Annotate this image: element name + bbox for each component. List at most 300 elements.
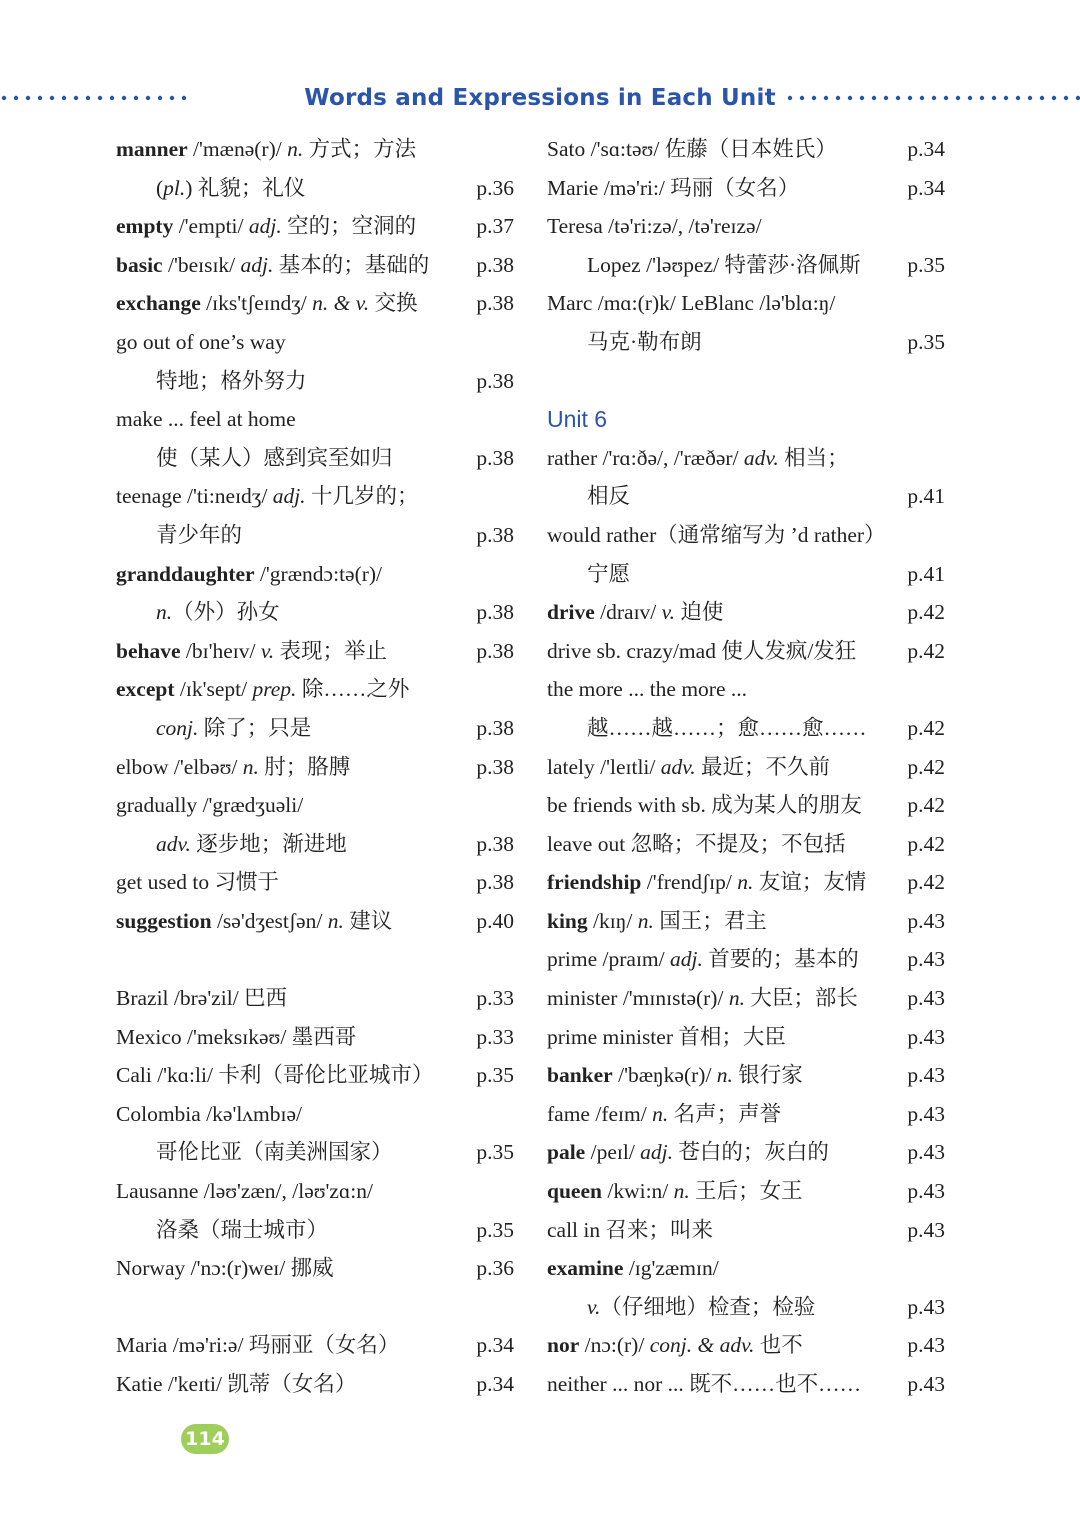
entry-text — [547, 748, 830, 787]
page-ref: p.42 — [907, 870, 945, 895]
vocab-line — [116, 632, 516, 671]
entry-text — [547, 1211, 713, 1250]
page-ref: p.38 — [476, 831, 514, 856]
part-of-speech: adv. — [156, 831, 191, 856]
page-ref: p.38 — [476, 252, 514, 277]
text-segment: Katie /'keɪti/ 凯蒂（女名） — [116, 1372, 357, 1396]
entry-text — [547, 169, 799, 208]
headword: granddaughter — [116, 561, 255, 586]
blank-line — [547, 362, 947, 401]
entry-text — [116, 207, 416, 246]
text-segment: /'mænə(r)/ — [187, 137, 288, 161]
entry-text — [547, 1288, 815, 1327]
part-of-speech: adj. — [670, 947, 703, 972]
page-ref: p.38 — [476, 638, 514, 663]
page-ref: p.43 — [907, 908, 945, 933]
entry-text — [547, 1018, 786, 1057]
entry-text — [116, 786, 303, 825]
text-segment: get used to 习惯于 — [116, 870, 280, 895]
vocab-line — [116, 1326, 516, 1365]
entry-text — [547, 1095, 781, 1134]
text-segment: lately /'leɪtli/ — [547, 754, 661, 779]
right-column — [547, 130, 947, 1404]
text-segment: （仔细地）检查；检验 — [600, 1294, 816, 1319]
vocab-line — [116, 400, 516, 439]
text-segment: 方式；方法 — [303, 137, 417, 161]
vocab-line — [547, 786, 947, 825]
vocab-line — [116, 1172, 516, 1211]
vocab-line — [116, 362, 516, 401]
vocab-line — [547, 979, 947, 1018]
page-ref: p.43 — [907, 1294, 945, 1319]
headword: suggestion — [116, 908, 212, 933]
part-of-speech: n. — [287, 137, 304, 161]
vocab-line — [116, 1133, 516, 1172]
page-ref: p.43 — [907, 1024, 945, 1049]
vocab-line — [116, 709, 516, 748]
text-segment: prime /praɪm/ — [547, 947, 670, 972]
text-segment: 友谊；友情 — [753, 870, 867, 895]
text-segment: fame /feɪm/ — [547, 1101, 653, 1126]
entry-text — [547, 400, 607, 439]
page-ref: p.36 — [476, 175, 514, 200]
entry-text — [116, 1326, 399, 1365]
entry-text — [116, 555, 382, 594]
vocab-line — [547, 709, 947, 748]
text-segment: Lausanne /ləʊ'zæn/, /ləʊ'zɑ:n/ — [116, 1179, 373, 1204]
text-segment: 越……越……；愈……愈…… — [587, 715, 867, 740]
text-segment: Maria /mə'ri:ə/ 玛丽亚（女名） — [116, 1333, 400, 1358]
page-ref: p.38 — [476, 600, 514, 625]
vocab-line — [547, 863, 947, 902]
entry-text — [547, 709, 867, 748]
text-segment: 除了；只是 — [198, 715, 312, 740]
entry-text — [547, 825, 846, 864]
entry-text — [547, 246, 861, 285]
text-segment: Brazil /brə'zil/ 巴西 — [116, 986, 288, 1011]
text-segment: Mexico /'meksɪkəʊ/ 墨西哥 — [116, 1024, 357, 1049]
headword: friendship — [547, 870, 642, 895]
vocab-line — [116, 863, 516, 902]
part-of-speech: adj. — [240, 252, 274, 277]
vocab-line — [547, 246, 947, 285]
text-segment: /kɪŋ/ — [587, 908, 638, 933]
entry-text — [116, 1056, 433, 1095]
text-segment: 建议 — [343, 908, 393, 933]
entry-text — [116, 284, 417, 323]
vocab-line — [547, 207, 947, 246]
page-ref: p.34 — [476, 1372, 514, 1396]
header-dots-left — [0, 95, 294, 101]
text-segment: 十几岁的； — [305, 484, 419, 509]
entry-text — [116, 709, 311, 748]
text-segment: minister /'mɪnɪstə(r)/ — [547, 986, 729, 1011]
entry-text — [547, 632, 856, 671]
text-segment: Teresa /tə'ri:zə/, /tə'reɪzə/ — [547, 214, 762, 239]
part-of-speech: n. — [652, 1101, 669, 1126]
page-ref: p.38 — [476, 870, 514, 895]
vocab-line — [116, 439, 516, 478]
text-segment: 相当； — [778, 445, 849, 470]
entry-text — [116, 516, 242, 555]
part-of-speech: n. — [327, 908, 344, 933]
text-segment: 哥伦比亚（南美洲国家） — [156, 1140, 393, 1165]
text-segment: go out of one’s way — [116, 329, 286, 354]
page-ref: p.43 — [907, 1333, 945, 1358]
page-ref: p.43 — [907, 1140, 945, 1165]
entry-text — [116, 748, 350, 787]
headword: examine — [547, 1256, 624, 1281]
text-segment: drive sb. crazy/mad 使人发疯/发狂 — [547, 638, 857, 663]
part-of-speech: adj. — [248, 214, 282, 239]
vocab-line — [116, 1211, 516, 1250]
page-ref: p.43 — [907, 1179, 945, 1204]
page-ref: p.38 — [476, 522, 514, 547]
vocab-line — [547, 632, 947, 671]
text-segment: Unit 6 — [547, 406, 608, 433]
vocab-line — [547, 169, 947, 208]
entry-text — [547, 1133, 829, 1172]
headword: manner — [116, 137, 188, 161]
text-segment: 也不 — [754, 1333, 803, 1358]
text-segment: 交换 — [369, 291, 418, 316]
page-ref: p.37 — [476, 214, 514, 239]
vocab-line — [116, 323, 516, 362]
entry-text — [547, 516, 886, 555]
vocab-line — [547, 130, 947, 169]
entry-text — [116, 130, 416, 169]
entry-text — [116, 902, 392, 941]
vocab-line — [547, 1018, 947, 1057]
entry-text — [547, 940, 859, 979]
entry-text — [116, 1095, 302, 1134]
text-segment: gradually /'grædʒuəli/ — [116, 793, 304, 818]
part-of-speech: prep. — [252, 677, 297, 702]
entry-text — [116, 323, 286, 362]
vocab-line — [116, 593, 516, 632]
text-segment: the more ... the more ... — [547, 677, 748, 702]
page-ref: p.35 — [907, 329, 945, 354]
entry-text — [547, 1365, 861, 1404]
page-ref: p.38 — [476, 368, 514, 393]
text-segment: prime minister 首相；大臣 — [547, 1024, 786, 1049]
part-of-speech: n. — [673, 1179, 690, 1204]
headword: nor — [547, 1333, 580, 1358]
entry-text — [547, 439, 849, 478]
text-segment: call in 召来；叫来 — [547, 1217, 714, 1242]
vocab-line — [547, 323, 947, 362]
vocab-line — [116, 1249, 516, 1288]
text-segment: 苍白的；灰白的 — [673, 1140, 829, 1165]
page-ref: p.33 — [476, 1024, 514, 1049]
text-segment: /'bæŋkə(r)/ — [612, 1063, 717, 1088]
text-segment: /'frendʃɪp/ — [641, 870, 738, 895]
vocab-line — [547, 1365, 947, 1404]
part-of-speech: n. — [156, 600, 173, 625]
headword: behave — [116, 638, 181, 663]
text-segment: /bɪ'heɪv/ — [180, 638, 261, 663]
entry-text — [116, 863, 279, 902]
vocab-line — [547, 1172, 947, 1211]
text-segment: （外）孙女 — [172, 600, 280, 625]
part-of-speech: n. & v. — [312, 291, 370, 316]
text-segment: /ɪks'tʃeɪndʒ/ — [200, 291, 313, 316]
entry-text — [116, 979, 287, 1018]
vocab-line — [116, 555, 516, 594]
entry-text — [547, 979, 858, 1018]
page-ref: p.42 — [907, 831, 945, 856]
text-segment: Norway /'nɔ:(r)weɪ/ 挪威 — [116, 1256, 334, 1281]
part-of-speech: conj. & adv. — [649, 1333, 755, 1358]
unit-heading — [547, 400, 947, 439]
text-segment: leave out 忽略；不提及；不包括 — [547, 831, 846, 856]
entry-text — [116, 362, 307, 401]
text-segment: would rather（通常缩写为 ’d rather） — [547, 522, 886, 547]
page-ref: p.43 — [907, 1217, 945, 1242]
text-segment: /'empti/ — [173, 214, 249, 239]
entry-text — [547, 786, 862, 825]
text-segment: /'grændɔ:tə(r)/ — [254, 561, 383, 586]
text-segment: be friends with sb. 成为某人的朋友 — [547, 793, 862, 818]
part-of-speech: n. — [637, 908, 654, 933]
page-ref: p.43 — [907, 1101, 945, 1126]
part-of-speech: adj. — [640, 1140, 674, 1165]
vocab-line — [547, 670, 947, 709]
vocab-line — [547, 940, 947, 979]
vocab-line — [116, 1365, 516, 1404]
page-ref: p.35 — [907, 252, 945, 277]
page-ref: p.35 — [476, 1063, 514, 1088]
blank-line — [116, 1288, 516, 1327]
text-segment: /draɪv/ — [594, 600, 662, 625]
headword: king — [547, 908, 588, 933]
page-ref: p.34 — [476, 1333, 514, 1358]
vocab-line — [547, 439, 947, 478]
entry-text — [547, 902, 767, 941]
text-segment: ( — [156, 175, 164, 200]
text-segment: 名声；声誉 — [668, 1101, 782, 1126]
page-ref: p.41 — [907, 561, 945, 586]
text-segment: 迫使 — [674, 600, 724, 625]
page-ref: p.35 — [476, 1217, 514, 1242]
text-segment: 首要的；基本的 — [702, 947, 859, 972]
entry-text — [116, 1249, 334, 1288]
text-segment: 肘；胳膊 — [258, 754, 351, 779]
page-ref: p.43 — [907, 947, 945, 972]
page-ref: p.41 — [907, 484, 945, 509]
text-segment: /kwi:n/ — [601, 1179, 674, 1204]
entry-text — [116, 593, 280, 632]
entry-text — [547, 555, 630, 594]
left-column — [116, 130, 516, 1404]
text-segment: Sato /'sɑ:təʊ/ 佐藤（日本姓氏） — [547, 137, 837, 161]
entry-text — [116, 825, 347, 864]
vocab-line — [116, 902, 516, 941]
text-segment: 王后；女王 — [689, 1179, 803, 1204]
page-ref: p.35 — [476, 1140, 514, 1165]
text-segment: /nɔ:(r)/ — [579, 1333, 650, 1358]
entry-text — [116, 1018, 356, 1057]
vocab-line — [547, 1133, 947, 1172]
vocab-line — [116, 1095, 516, 1134]
text-segment: 空的；空洞的 — [281, 214, 417, 239]
vocab-line — [116, 979, 516, 1018]
vocab-line — [116, 207, 516, 246]
entry-text — [547, 1056, 803, 1095]
page-ref: p.34 — [907, 175, 945, 200]
entry-text — [547, 477, 630, 516]
entry-text — [547, 1326, 803, 1365]
page-ref: p.38 — [476, 291, 514, 316]
headword: basic — [116, 252, 163, 277]
page-ref: p.33 — [476, 986, 514, 1011]
text-segment: 基本的；基础的 — [273, 252, 430, 277]
text-segment: 大臣；部长 — [744, 986, 858, 1011]
vocab-line — [547, 477, 947, 516]
entry-text — [547, 130, 837, 169]
vocab-line — [116, 825, 516, 864]
headword: except — [116, 677, 175, 702]
section-header — [0, 80, 1080, 116]
vocab-line — [547, 1249, 947, 1288]
text-segment: /sə'dʒestʃən/ — [211, 908, 328, 933]
entry-text — [116, 169, 305, 208]
text-segment: teenage /'ti:neɪdʒ/ — [116, 484, 273, 509]
entry-text — [116, 477, 418, 516]
vocab-line — [547, 1326, 947, 1365]
page-ref: p.38 — [476, 715, 514, 740]
entry-text — [116, 632, 387, 671]
text-segment: Colombia /kə'lʌmbɪə/ — [116, 1101, 303, 1126]
page-ref: p.42 — [907, 754, 945, 779]
headword: empty — [116, 214, 174, 239]
page-ref: p.42 — [907, 600, 945, 625]
vocab-line — [116, 786, 516, 825]
text-segment: 马克·勒布朗 — [587, 329, 702, 354]
entry-text — [547, 670, 747, 709]
headword: pale — [547, 1140, 586, 1165]
entry-text — [547, 1172, 803, 1211]
vocab-line — [116, 130, 516, 169]
text-segment: 青少年的 — [156, 522, 243, 547]
entry-text — [116, 1365, 356, 1404]
page-ref: p.43 — [907, 1063, 945, 1088]
part-of-speech: adv. — [660, 754, 696, 779]
text-segment: /peɪl/ — [585, 1140, 641, 1165]
vocab-line — [547, 902, 947, 941]
vocab-line — [547, 1211, 947, 1250]
headword: exchange — [116, 291, 201, 316]
text-segment: 表现；举止 — [274, 638, 388, 663]
text-segment: neither ... nor ... 既不……也不…… — [547, 1372, 862, 1396]
text-segment: 国王；君主 — [653, 908, 767, 933]
part-of-speech: adj. — [272, 484, 306, 509]
part-of-speech: v. — [587, 1294, 601, 1319]
text-segment: rather /'rɑ:ðə/, /'ræðər/ — [547, 445, 744, 470]
part-of-speech: n. — [716, 1063, 733, 1088]
vocab-line — [116, 748, 516, 787]
page-ref: p.34 — [907, 137, 945, 161]
entry-text — [116, 439, 393, 478]
entry-text — [547, 207, 762, 246]
text-segment: ) 礼貌；礼仪 — [185, 175, 306, 200]
part-of-speech: n. — [728, 986, 745, 1011]
text-segment: /ɪg'zæmɪn/ — [623, 1256, 719, 1281]
vocab-line — [116, 246, 516, 285]
part-of-speech: pl. — [163, 175, 186, 200]
page-ref: p.38 — [476, 754, 514, 779]
page-ref: p.42 — [907, 715, 945, 740]
page-ref: p.43 — [907, 986, 945, 1011]
part-of-speech: adv. — [743, 445, 779, 470]
vocab-line — [547, 1056, 947, 1095]
page-ref: p.40 — [476, 908, 514, 933]
vocab-line — [547, 555, 947, 594]
text-segment: 除……之外 — [296, 677, 410, 702]
vocab-line — [547, 516, 947, 555]
text-segment: Marie /mə'ri:/ 玛丽（女名） — [547, 175, 800, 200]
vocab-line — [116, 1056, 516, 1095]
part-of-speech: v. — [260, 638, 275, 663]
header-dots-right — [786, 95, 1080, 101]
text-segment: 使（某人）感到宾至如归 — [156, 445, 393, 470]
text-segment: 相反 — [587, 484, 631, 509]
text-segment: elbow /'elbəʊ/ — [116, 754, 243, 779]
entry-text — [116, 246, 429, 285]
entry-text — [116, 1172, 373, 1211]
text-segment: 最近；不久前 — [695, 754, 830, 779]
text-segment: Marc /mɑ:(r)k/ LeBlanc /lə'blɑ:ŋ/ — [547, 291, 836, 316]
vocab-line — [547, 1288, 947, 1327]
text-segment: 洛桑（瑞士城市） — [156, 1217, 329, 1242]
page-ref: p.38 — [476, 445, 514, 470]
entry-text — [547, 593, 723, 632]
entry-text — [116, 1133, 393, 1172]
headword: queen — [547, 1179, 602, 1204]
page-number-badge: 114 — [181, 1424, 229, 1454]
text-segment: 逐步地；渐进地 — [190, 831, 347, 856]
text-segment: /ɪk'sept/ — [174, 677, 253, 702]
entry-text — [547, 863, 866, 902]
headword: drive — [547, 600, 595, 625]
text-segment: 宁愿 — [587, 561, 631, 586]
blank-line — [116, 940, 516, 979]
part-of-speech: n. — [737, 870, 754, 895]
page-ref: p.42 — [907, 638, 945, 663]
vocab-line — [116, 284, 516, 323]
entry-text — [547, 323, 702, 362]
vocab-line — [116, 516, 516, 555]
text-segment: /'beɪsɪk/ — [162, 252, 241, 277]
vocab-line — [116, 169, 516, 208]
vocab-line — [547, 593, 947, 632]
vocab-line — [116, 477, 516, 516]
page-ref: p.43 — [907, 1372, 945, 1396]
header-title: Words and Expressions in Each Unit — [304, 85, 776, 111]
vocab-line — [547, 825, 947, 864]
text-segment: Lopez /'ləʊpez/ 特蕾莎·洛佩斯 — [587, 252, 861, 277]
page-ref: p.42 — [907, 793, 945, 818]
page-ref: p.36 — [476, 1256, 514, 1281]
text-segment: 特地；格外努力 — [156, 368, 307, 393]
entry-text — [116, 400, 296, 439]
vocab-line — [547, 1095, 947, 1134]
part-of-speech: v. — [661, 600, 675, 625]
part-of-speech: n. — [242, 754, 259, 779]
entry-text — [547, 284, 835, 323]
entry-text — [116, 1211, 328, 1250]
vocab-line — [116, 670, 516, 709]
